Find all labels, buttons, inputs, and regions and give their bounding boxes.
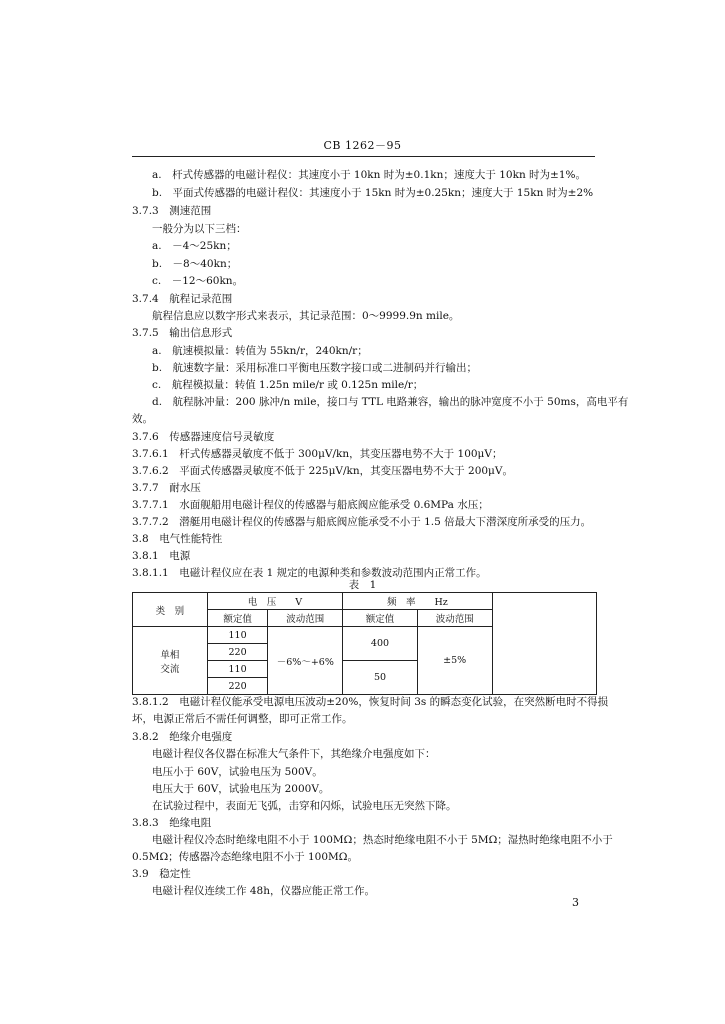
text-line: 3.7.6.1 杆式传感器灵敏度不低于 300μV/kn，其变压器电势不大于 100μV； xyxy=(132,448,503,460)
frequency-range-cell: ±5% xyxy=(417,627,492,695)
text-line: a. 航速模拟量：转值为 55kn/r，240kn/r； xyxy=(152,345,368,357)
text-line: 3.8.1.2 电磁计程仪能承受电源电压波动±20%，恢复时间 3s 的瞬态变化试验，在突然断电时不得损 xyxy=(132,696,609,708)
voltage-cell: 220 xyxy=(207,678,268,695)
category-label: 单相 交流 xyxy=(160,649,180,675)
table-caption: 表 1 xyxy=(348,579,377,591)
text-line: 在试验过程中，表面无飞弧，击穿和闪烁，试验电压无突然下降。 xyxy=(152,800,457,812)
header-voltage-rated: 额定值 xyxy=(207,610,268,627)
header-voltage-range: 波动范围 xyxy=(268,610,343,627)
power-spec-table xyxy=(132,592,597,695)
text-line: 3.8.1.1 电磁计程仪应在表 1 规定的电源种类和参数波动范围内正常工作。 xyxy=(132,567,487,579)
text-line: b. 航速数字量：采用标准口平衡电压数字接口或二进制码并行输出； xyxy=(152,362,478,374)
text-line: 3.7.3 测速范围 xyxy=(132,205,212,217)
text-line: 0.5MΩ；传感器冷态绝缘电阻不小于 100MΩ。 xyxy=(132,851,358,863)
document-header: CB 1262－95 xyxy=(323,139,402,152)
text-line: 电磁计程仪冷态时绝缘电阻不小于 100MΩ；热态时绝缘电阻不小于 5MΩ；湿热时绝缘电阻不小于 xyxy=(152,834,613,846)
header-rule xyxy=(132,156,595,157)
text-line: 3.8.1 电源 xyxy=(132,550,191,562)
text-line: 3.8 电气性能特性 xyxy=(132,533,223,545)
header-frequency-rated: 额定值 xyxy=(343,610,418,627)
text-line: 3.8.2 绝缘介电强度 xyxy=(132,731,233,743)
header-voltage: 电 压 V xyxy=(207,593,342,610)
voltage-range-cell: －6%～+6% xyxy=(268,627,343,695)
text-line: 3.7.6 传感器速度信号灵敏度 xyxy=(132,431,275,443)
text-line: 3.7.5 输出信息形式 xyxy=(132,327,233,339)
table-blank-column xyxy=(492,593,596,695)
text-line: 3.7.4 航程记录范围 xyxy=(132,293,233,305)
text-line: 电磁计程仪连续工作 48h，仪器应能正常工作。 xyxy=(152,885,375,897)
text-line: d. 航程脉冲量：200 脉冲/n mile，接口与 TTL 电路兼容，输出的脉冲宽度不小于 50ms，高电平有 xyxy=(152,396,629,408)
text-line: 3.7.7.1 水面舰船用电磁计程仪的传感器与船底阀应能承受 0.6MPa 水压； xyxy=(132,499,489,511)
category-cell xyxy=(133,627,208,695)
text-line: c. －12～60kn。 xyxy=(152,275,244,287)
page-number: 3 xyxy=(572,896,579,909)
text-line: 一般分为以下三档： xyxy=(152,223,247,235)
header-category: 类 别 xyxy=(133,593,208,627)
text-line: 电压大于 60V，试验电压为 2000V。 xyxy=(152,783,330,795)
text-line: b. －8～40kn； xyxy=(152,258,238,270)
text-line: 航程信息应以数字形式来表示，其记录范围：0～9999.9n mile。 xyxy=(152,310,460,322)
text-line: 3.7.6.2 平面式传感器灵敏度不低于 225μV/kn，其变压器电势不大于 200μV。 xyxy=(132,465,513,477)
text-line: 效。 xyxy=(132,413,153,425)
text-line: 3.7.7 耐水压 xyxy=(132,482,201,494)
header-frequency: 频 率 Hz xyxy=(343,593,492,610)
text-line: 坏，电源正常后不需任何调整，即可正常工作。 xyxy=(132,713,353,725)
text-line: 3.9 稳定性 xyxy=(132,868,191,880)
voltage-cell: 220 xyxy=(207,644,268,661)
voltage-cell: 110 xyxy=(207,627,268,644)
text-line: 3.8.3 绝缘电阻 xyxy=(132,817,212,829)
header-frequency-range: 波动范围 xyxy=(417,610,492,627)
text-line: 电磁计程仪各仪器在标准大气条件下，其绝缘介电强度如下： xyxy=(152,748,436,760)
text-line: a. －4～25kn； xyxy=(152,240,237,252)
frequency-cell: 400 xyxy=(343,627,418,661)
text-line: 电压小于 60V，试验电压为 500V。 xyxy=(152,766,323,778)
text-line: a. 杆式传感器的电磁计程仪：其速度小于 10kn 时为±0.1kn；速度大于 10kn 时为±1%。 xyxy=(152,169,586,181)
text-line: c. 航程模拟量：转值 1.25n mile/r 或 0.125n mile/r； xyxy=(152,379,424,391)
frequency-cell: 50 xyxy=(343,661,418,695)
voltage-cell: 110 xyxy=(207,661,268,678)
text-line: b. 平面式传感器的电磁计程仪：其速度小于 15kn 时为±0.25kn；速度大于 15kn 时为±2% xyxy=(152,187,594,199)
text-line: 3.7.7.2 潜艇用电磁计程仪的传感器与船底阀应能承受不小于 1.5 倍最大下潜深度所承受的压力。 xyxy=(132,516,592,528)
